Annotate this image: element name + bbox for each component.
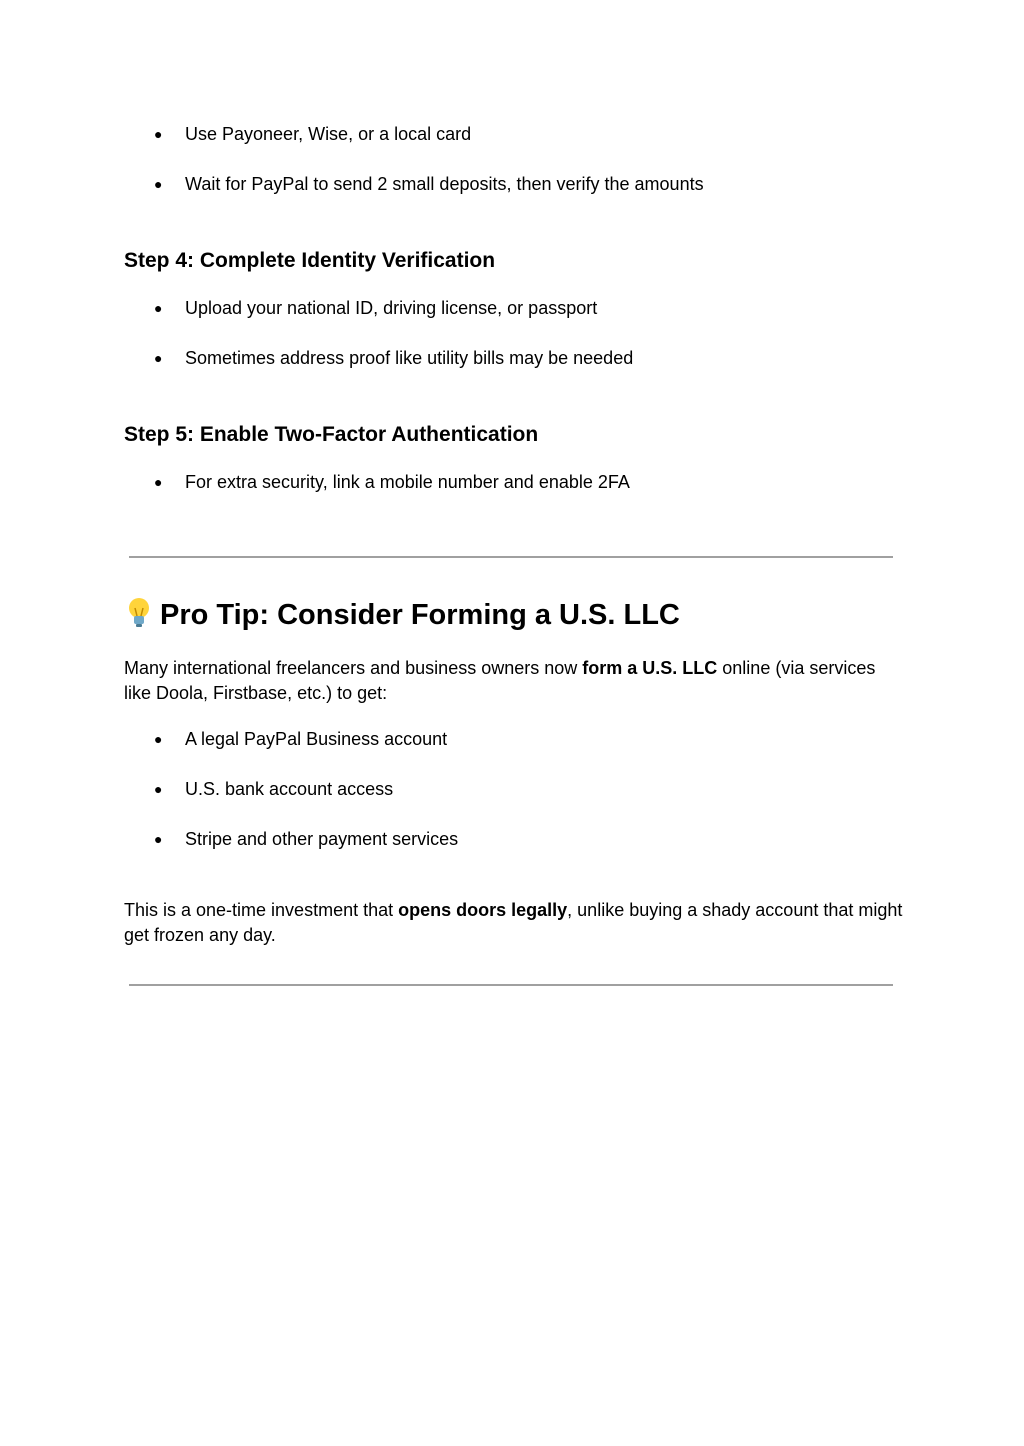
list-item: ● For extra security, link a mobile number and enable 2FA bbox=[154, 472, 630, 492]
list-item: ● U.S. bank account access bbox=[154, 779, 394, 799]
lightbulb-icon bbox=[124, 596, 160, 640]
protip-intro: Many international freelancers and business owners now form a U.S. LLC online (via services like Doola, Firstbase, etc.) to get: bbox=[124, 658, 876, 703]
step4-heading: Step 4: Complete Identity Verification bbox=[124, 249, 496, 272]
protip-heading: Pro Tip: Consider Forming a U.S. LLC bbox=[124, 596, 680, 640]
divider bbox=[129, 984, 893, 986]
list-item: ● Upload your national ID, driving license, or passport bbox=[154, 298, 598, 318]
list-item: ● Stripe and other payment services bbox=[154, 829, 459, 849]
protip-closing: This is a one-time investment that opens doors legally, unlike buying a shady account that might get frozen any day. bbox=[124, 900, 903, 945]
list-item: ● Use Payoneer, Wise, or a local card bbox=[154, 124, 472, 144]
step5-heading: Step 5: Enable Two-Factor Authentication bbox=[124, 423, 539, 446]
list-item: ● Sometimes address proof like utility bills may be needed bbox=[154, 348, 634, 368]
list-item: ● A legal PayPal Business account bbox=[154, 729, 448, 749]
list-item: ● Wait for PayPal to send 2 small deposits, then verify the amounts bbox=[154, 174, 704, 194]
divider bbox=[129, 556, 893, 558]
